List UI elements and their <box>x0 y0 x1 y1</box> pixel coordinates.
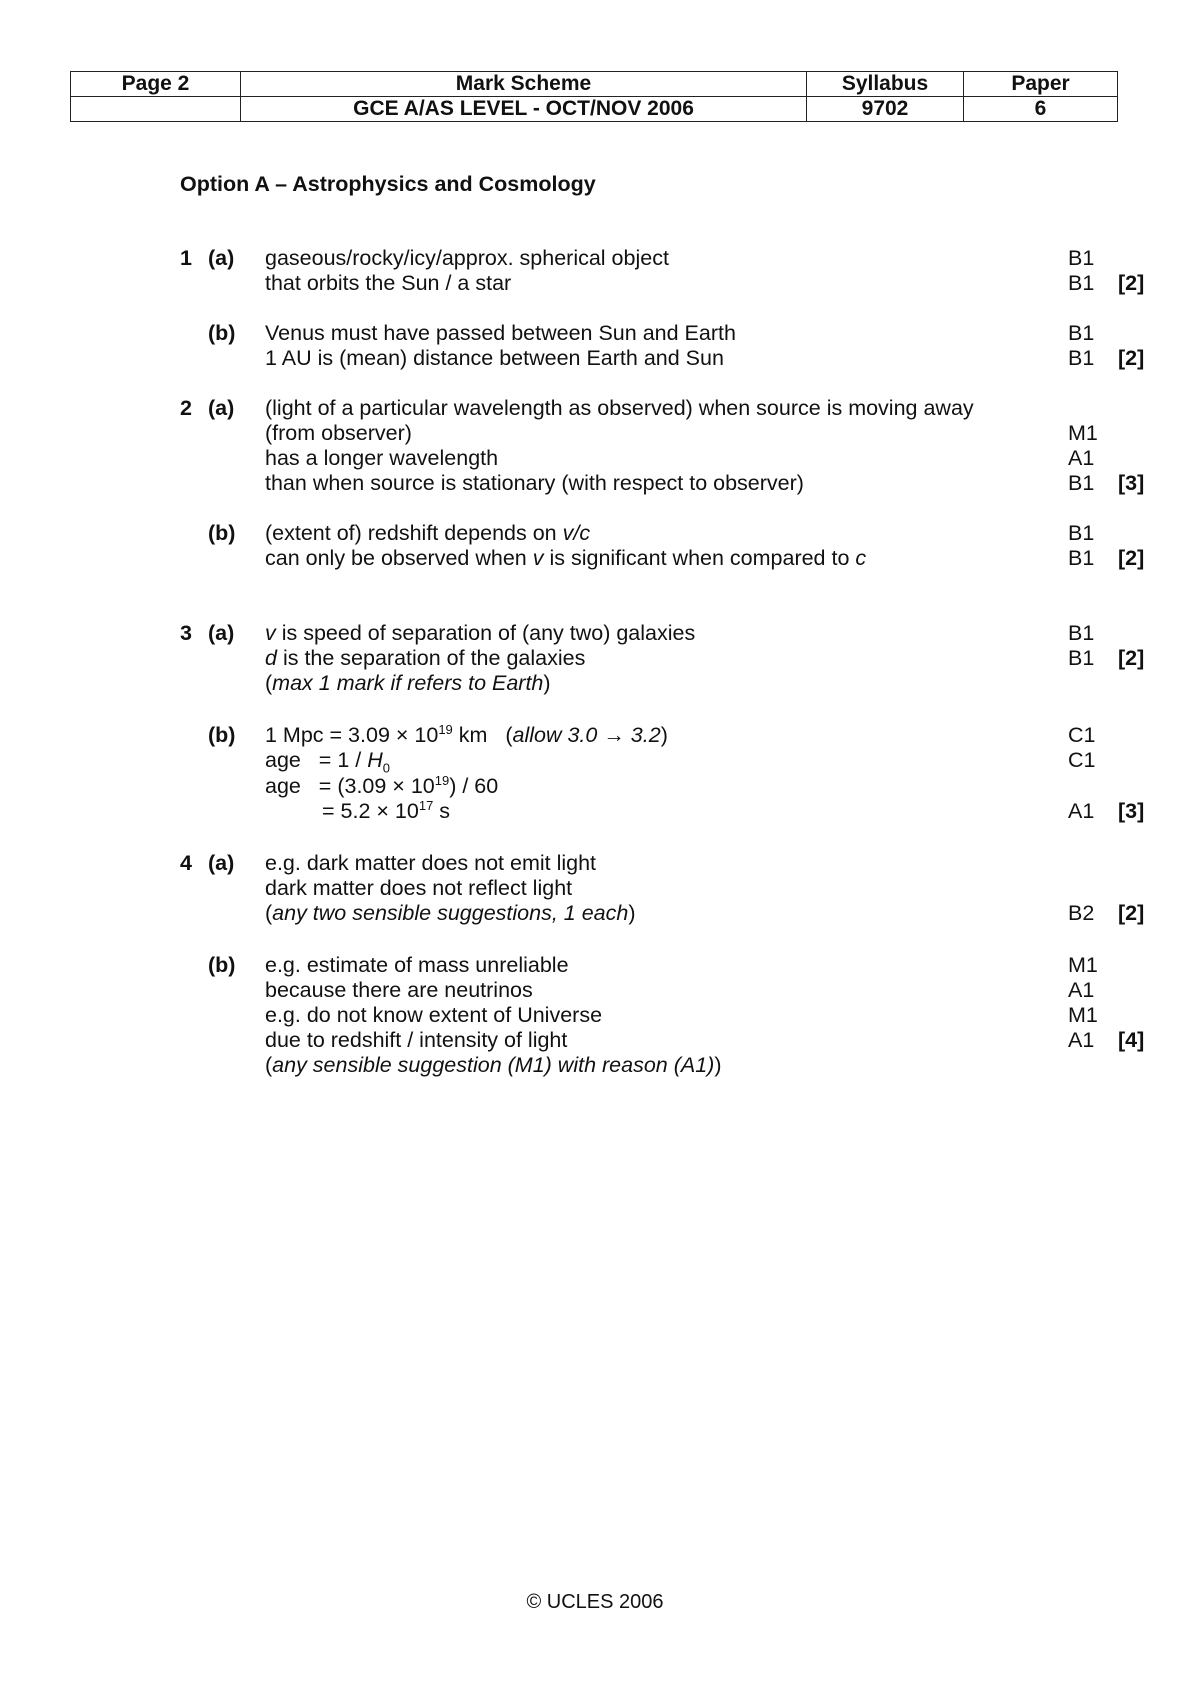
mark-total: [2] <box>1118 346 1145 370</box>
mark-code: B1 <box>1068 346 1095 370</box>
answer-text: d is the separation of the galaxies <box>265 646 586 670</box>
mark-code: B1 <box>1068 321 1095 345</box>
mark-code: B1 <box>1068 646 1095 670</box>
mark-scheme-label: Mark Scheme <box>241 72 807 97</box>
answer-text: can only be observed when v is significant when compared to c <box>265 546 867 570</box>
mark-code: C1 <box>1068 723 1096 747</box>
mark-row <box>0 396 1190 421</box>
answer-text: gaseous/rocky/icy/approx. spherical object <box>265 246 669 270</box>
mark-row <box>0 421 1190 446</box>
answer-text: that orbits the Sun / a star <box>265 271 512 295</box>
mark-code: B1 <box>1068 521 1095 545</box>
answer-text: dark matter does not reflect light <box>265 876 573 900</box>
question-part: (b) <box>208 953 236 977</box>
mark-total: [4] <box>1118 1028 1145 1052</box>
mark-row <box>0 901 1190 926</box>
answer-text: (light of a particular wavelength as observed) when source is moving away <box>265 396 974 420</box>
mark-row <box>0 851 1190 876</box>
answer-text: e.g. do not know extent of Universe <box>265 1003 603 1027</box>
answer-text: (from observer) <box>265 421 412 445</box>
answer-text: age = $1 / H_0$ <box>265 748 390 776</box>
question-part: (a) <box>208 621 235 645</box>
mark-total: [2] <box>1118 901 1145 925</box>
mark-total: [3] <box>1118 799 1145 823</box>
question-part: (b) <box>208 723 236 747</box>
mark-total: [3] <box>1118 471 1145 495</box>
mark-code: M1 <box>1068 953 1098 977</box>
mark-code: A1 <box>1068 799 1095 823</box>
mark-row <box>0 646 1190 671</box>
mark-code: B1 <box>1068 471 1095 495</box>
answer-text: due to redshift / intensity of light <box>265 1028 568 1052</box>
answer-text: because there are neutrinos <box>265 978 533 1002</box>
question-part: (b) <box>208 321 236 345</box>
answer-text: has a longer wavelength <box>265 446 499 470</box>
mark-code: B2 <box>1068 901 1095 925</box>
answer-text: v is speed of separation of (any two) galaxies <box>265 621 696 645</box>
mark-row <box>0 1028 1190 1053</box>
mark-row <box>0 246 1190 271</box>
mark-code: M1 <box>1068 1003 1098 1027</box>
question-number: 4 <box>180 851 192 875</box>
mark-total: [2] <box>1118 646 1145 670</box>
mark-row <box>0 953 1190 978</box>
mark-row <box>0 446 1190 471</box>
paper-label: Paper <box>964 72 1118 97</box>
question-number: 3 <box>180 621 192 645</box>
answer-text: e.g. dark matter does not emit light <box>265 851 597 875</box>
answer-text: 1 Mpc = $3.09 \times 10^{19}$ km (allow 3.0 → 3.2) <box>265 721 668 747</box>
question-number: 1 <box>180 246 192 270</box>
footer-copyright: © UCLES 2006 <box>526 1591 664 1613</box>
mark-row <box>0 876 1190 901</box>
answer-text: age = $(3.09 \times 10^{19}) / 60$ <box>265 772 499 798</box>
syllabus-label: Syllabus <box>807 72 964 97</box>
section-title: Option A – Astrophysics and Cosmology <box>180 172 596 196</box>
mark-row <box>0 546 1190 571</box>
mark-row <box>0 1003 1190 1028</box>
answer-text: Venus must have passed between Sun and Earth <box>265 321 736 345</box>
mark-row <box>0 671 1190 696</box>
mark-total: [2] <box>1118 546 1145 570</box>
answer-text: than when source is stationary (with respect to observer) <box>265 471 804 495</box>
mark-row <box>0 748 1190 776</box>
exam-title: GCE A/AS LEVEL - OCT/NOV 2006 <box>241 97 807 122</box>
mark-code: A1 <box>1068 446 1095 470</box>
question-part: (a) <box>208 851 235 875</box>
mark-code: M1 <box>1068 421 1098 445</box>
mark-row <box>0 978 1190 1003</box>
header-table <box>70 71 1118 122</box>
mark-row <box>0 321 1190 346</box>
mark-row <box>0 271 1190 296</box>
mark-code: A1 <box>1068 978 1095 1002</box>
mark-row <box>0 1053 1190 1078</box>
mark-row <box>0 621 1190 646</box>
paper-number: 6 <box>964 97 1118 122</box>
question-number: 2 <box>180 396 192 420</box>
mark-row <box>0 471 1190 496</box>
answer-text: = $5.2 \times 10^{17}$ s <box>322 797 451 823</box>
mark-code: B1 <box>1068 546 1095 570</box>
mark-code: B1 <box>1068 271 1095 295</box>
mark-row <box>0 346 1190 371</box>
mark-row <box>0 521 1190 546</box>
mark-code: C1 <box>1068 748 1096 772</box>
answer-text: (max 1 mark if refers to Earth) <box>265 671 551 695</box>
answer-text: (extent of) redshift depends on v/c <box>265 521 591 545</box>
mark-code: A1 <box>1068 1028 1095 1052</box>
mark-row <box>0 723 1190 748</box>
answer-text: 1 AU is (mean) distance between Earth and Sun <box>265 346 724 370</box>
answer-text: (any sensible suggestion (M1) with reason (A1)) <box>265 1053 722 1077</box>
page-label: Page 2 <box>71 72 241 97</box>
question-part: (a) <box>208 246 235 270</box>
answer-text: (any two sensible suggestions, 1 each) <box>265 901 636 925</box>
answer-text: e.g. estimate of mass unreliable <box>265 953 569 977</box>
question-part: (b) <box>208 521 236 545</box>
empty-cell <box>71 97 241 122</box>
syllabus-code: 9702 <box>807 97 964 122</box>
mark-row <box>0 774 1190 799</box>
mark-code: B1 <box>1068 246 1095 270</box>
question-part: (a) <box>208 396 235 420</box>
mark-row <box>0 799 1190 824</box>
mark-total: [2] <box>1118 271 1145 295</box>
mark-code: B1 <box>1068 621 1095 645</box>
